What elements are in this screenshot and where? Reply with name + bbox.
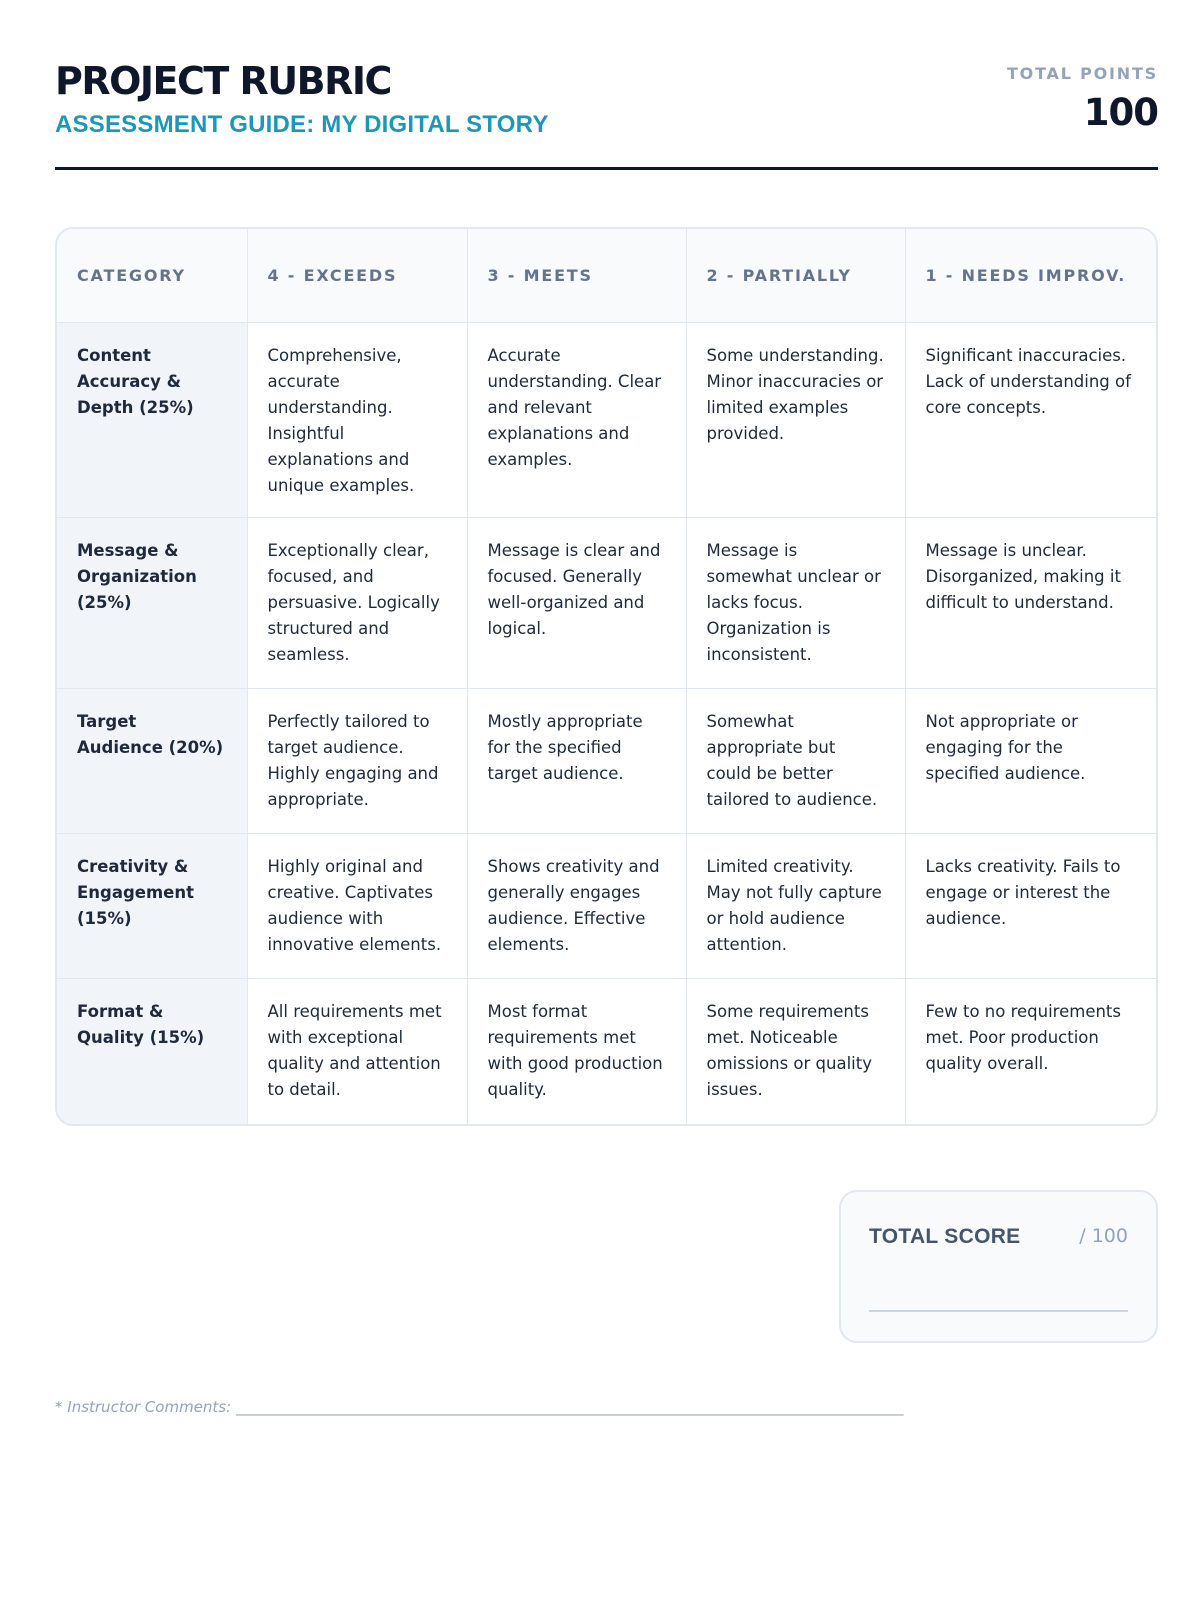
criteria-cell: Mostly appropriate for the specified target audience. <box>467 688 686 833</box>
criteria-cell: Shows creativity and generally engages audience. Effective elements. <box>467 833 686 978</box>
criteria-cell: Message is clear and focused. Generally well-organized and logical. <box>467 517 686 688</box>
total-points-value: 100 <box>1083 91 1158 134</box>
total-score-max: / 100 <box>1079 1225 1128 1247</box>
rubric-page <box>55 0 1158 1600</box>
criteria-cell: Message is somewhat unclear or lacks focus. Organization is inconsistent. <box>686 517 905 688</box>
criteria-cell: Message is unclear. Disorganized, making it difficult to understand. <box>905 517 1156 688</box>
total-score-label: TOTAL SCORE <box>869 1225 1021 1248</box>
category-cell: Content Accuracy & Depth (25%) <box>57 322 247 517</box>
rubric-table-container <box>55 227 1158 1126</box>
column-header-needs-improvement: 1 - NEEDS IMPROV. <box>905 229 1156 322</box>
column-header-category: CATEGORY <box>57 229 247 322</box>
criteria-cell: Perfectly tailored to target audience. Highly engaging and appropriate. <box>247 688 467 833</box>
category-cell: Message & Organization (25%) <box>57 517 247 688</box>
column-header-exceeds: 4 - EXCEEDS <box>247 229 467 322</box>
criteria-cell: Few to no requirements met. Poor production quality overall. <box>925 1001 1121 1073</box>
rubric-table <box>57 229 1156 1124</box>
table-row <box>57 688 1156 833</box>
category-cell: Creativity & Engagement (15%) <box>57 833 247 978</box>
criteria-cell: Most format requirements met with good production quality. <box>467 978 686 1124</box>
criteria-cell: Exceptionally clear, focused, and persuasive. Logically structured and seamless. <box>247 517 467 688</box>
criteria-cell: Not appropriate or engaging for the specified audience. <box>905 688 1156 833</box>
table-row <box>57 322 1156 517</box>
criteria-cell: Lacks creativity. Fails to engage or interest the audience. <box>905 833 1156 978</box>
column-header-partially: 2 - PARTIALLY <box>686 229 905 322</box>
criteria-cell: All requirements met with exceptional quality and attention to detail. <box>247 978 467 1124</box>
category-cell: Format & Quality (15%) <box>57 978 247 1124</box>
criteria-cell: Some requirements met. Noticeable omissions or quality issues. <box>686 978 905 1124</box>
total-score-box <box>839 1190 1158 1343</box>
rubric-header-row <box>57 229 1156 322</box>
column-header-meets: 3 - MEETS <box>467 229 686 322</box>
table-row <box>57 833 1156 978</box>
score-entry-line <box>869 1310 1128 1312</box>
table-row <box>57 517 1156 688</box>
page-subtitle: ASSESSMENT GUIDE: MY DIGITAL STORY <box>55 111 549 138</box>
page-title: PROJECT RUBRIC <box>55 59 391 103</box>
criteria-cell: Highly original and creative. Captivates audience with innovative elements. <box>247 833 467 978</box>
criteria-cell: Accurate understanding. Clear and relevant explanations and examples. <box>467 322 686 517</box>
criteria-cell: Limited creativity. May not fully capture or hold audience attention. <box>686 833 905 978</box>
criteria-cell: Some understanding. Minor inaccuracies or limited examples provided. <box>686 322 905 517</box>
criteria-cell: Comprehensive, accurate understanding. Insightful explanations and unique examples. <box>247 322 467 517</box>
instructor-comments-line: * Instructor Comments: _________________________________________________________________________________________ <box>55 1398 904 1416</box>
document-header <box>55 56 1158 170</box>
table-row <box>57 978 1156 1124</box>
total-points-label: TOTAL POINTS <box>1006 64 1158 83</box>
category-cell: Target Audience (20%) <box>57 688 247 833</box>
criteria-cell: Somewhat appropriate but could be better tailored to audience. <box>686 688 905 833</box>
criteria-cell: Significant inaccuracies. Lack of understanding of core concepts. <box>905 322 1156 517</box>
